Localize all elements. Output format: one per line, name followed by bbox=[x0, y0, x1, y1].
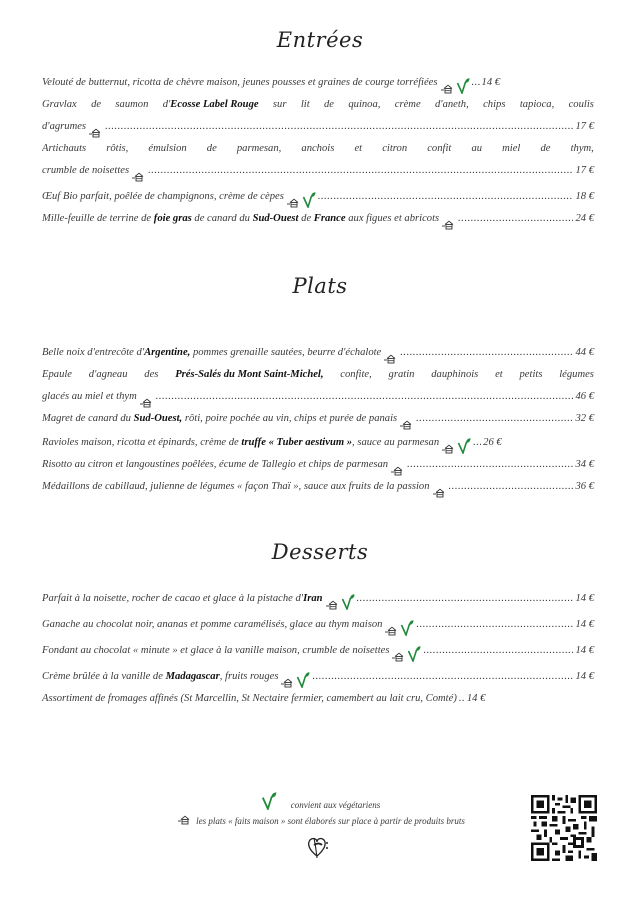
word: d'aneth, bbox=[435, 99, 469, 110]
text: Magret de canard du bbox=[42, 413, 134, 424]
item-price: 18 € bbox=[575, 191, 594, 202]
word: dauphinois bbox=[431, 369, 479, 380]
word: et bbox=[354, 143, 363, 154]
item-price: 14 € bbox=[575, 619, 594, 630]
highlight: Sud-Ouest bbox=[252, 213, 299, 224]
dot-leader bbox=[458, 208, 573, 230]
item-description bbox=[42, 588, 323, 610]
word: thym, bbox=[570, 143, 594, 154]
highlight: Sud-Ouest, bbox=[133, 413, 183, 424]
house-icon bbox=[287, 198, 299, 208]
house-icon bbox=[433, 488, 445, 498]
item-description: crumble de noisettes bbox=[42, 165, 130, 176]
menu-item bbox=[42, 584, 594, 610]
item-description bbox=[42, 432, 439, 454]
menu-item bbox=[42, 430, 594, 454]
leaf-check-icon bbox=[261, 792, 277, 810]
word: sur bbox=[272, 99, 287, 110]
item-description bbox=[42, 342, 381, 364]
entrees-list bbox=[42, 72, 594, 230]
dot-leader bbox=[105, 116, 573, 138]
word: rôtis, bbox=[106, 143, 129, 154]
section-title-desserts: Desserts bbox=[271, 540, 369, 564]
house-icon bbox=[140, 398, 152, 408]
dot-leader bbox=[459, 688, 465, 710]
house-icon bbox=[132, 172, 144, 182]
word: quinoa, bbox=[348, 99, 381, 110]
menu-item bbox=[42, 476, 594, 498]
item-description: Médaillons de cabillaud, julienne de légumes « façon Thaï », sauce aux fruits de la passion bbox=[42, 481, 430, 492]
text: , fruits rouges bbox=[219, 671, 279, 682]
dot-leader bbox=[472, 72, 480, 94]
house-icon bbox=[441, 84, 453, 94]
legend-homemade-text: les plats « faits maison » sont élaborés sur place à partir de produits bruts bbox=[196, 816, 465, 826]
menu-item bbox=[42, 72, 594, 94]
menu-item bbox=[42, 662, 594, 688]
item-description: Velouté de butternut, ricotta de chèvre maison, jeunes pousses et graines de courge torréfiées bbox=[42, 77, 438, 88]
menu-item bbox=[42, 182, 594, 208]
dot-leader bbox=[473, 432, 481, 454]
leaf-check-icon bbox=[456, 78, 470, 94]
leaf-check-icon bbox=[407, 646, 421, 662]
text: Ravioles maison, ricotta et épinards, crème de bbox=[42, 437, 242, 448]
leaf-check-icon bbox=[341, 594, 355, 610]
text: de bbox=[298, 213, 314, 224]
word: Epaule bbox=[42, 369, 73, 380]
dot-leader bbox=[148, 160, 573, 182]
item-description: d'agrumes bbox=[42, 121, 87, 132]
word: petits bbox=[519, 369, 543, 380]
menu-item bbox=[42, 408, 594, 430]
word: coulis bbox=[568, 99, 594, 110]
house-icon bbox=[391, 466, 403, 476]
leaf-check-icon bbox=[400, 620, 414, 636]
word: parmesan, bbox=[236, 143, 282, 154]
highlight: foie gras bbox=[153, 213, 192, 224]
highlight: Argentine, bbox=[144, 347, 191, 358]
menu-item-line1 bbox=[42, 364, 594, 386]
house-icon bbox=[385, 626, 397, 636]
house-icon bbox=[400, 420, 412, 430]
leaf-check-icon bbox=[302, 192, 316, 208]
text: rôti, poire pochée au vin, chips et purée de panais bbox=[182, 413, 398, 424]
word: saumon bbox=[115, 99, 149, 110]
item-description bbox=[42, 208, 439, 230]
menu-item-line2 bbox=[42, 116, 594, 138]
word: miel bbox=[502, 143, 521, 154]
section-title-plats: Plats bbox=[292, 274, 348, 298]
treble-bass-clef-heart-icon bbox=[305, 834, 335, 860]
dot-leader bbox=[318, 186, 574, 208]
text: Mille-feuille de terrine de bbox=[42, 213, 154, 224]
item-price: 32 € bbox=[575, 413, 594, 424]
item-price: 14 € bbox=[575, 671, 594, 682]
item-description: glacés au miel et thym bbox=[42, 391, 137, 402]
item-description: Fondant au chocolat « minute » et glace à la vanille maison, crumble de noisettes bbox=[42, 645, 390, 656]
house-icon bbox=[442, 220, 454, 230]
highlight: truffe « Tuber aestivum » bbox=[241, 437, 353, 448]
word: confite, bbox=[340, 369, 372, 380]
item-price: 46 € bbox=[575, 391, 594, 402]
item-price: 34 € bbox=[575, 459, 594, 470]
item-description: Ganache au chocolat noir, ananas et pomme caramélisés, glace au thym maison bbox=[42, 619, 383, 630]
dot-leader bbox=[416, 408, 573, 430]
desserts-list bbox=[42, 584, 594, 710]
item-description: Assortiment de fromages affinés (St Marcellin, St Nectaire fermier, camembert au lait cru, Comté) bbox=[42, 693, 457, 704]
section-title-entrees: Entrées bbox=[276, 28, 364, 52]
house-icon bbox=[178, 815, 190, 825]
word: crème bbox=[394, 99, 421, 110]
word: chips bbox=[483, 99, 506, 110]
word: des bbox=[144, 369, 159, 380]
dot-leader bbox=[400, 342, 573, 364]
house-icon bbox=[326, 600, 338, 610]
item-price: 17 € bbox=[575, 165, 594, 176]
item-price: 44 € bbox=[575, 347, 594, 358]
text: pommes grenaille sautées, beurre d'échalote bbox=[190, 347, 382, 358]
menu-item bbox=[42, 610, 594, 636]
menu-item bbox=[42, 688, 594, 710]
word: Gravlax bbox=[42, 99, 77, 110]
word: de bbox=[324, 99, 334, 110]
word: gratin bbox=[388, 369, 415, 380]
word: anchois bbox=[301, 143, 335, 154]
house-icon bbox=[392, 652, 404, 662]
word: Artichauts bbox=[42, 143, 87, 154]
dot-leader bbox=[156, 386, 574, 408]
menu-item bbox=[42, 636, 594, 662]
menu-item-line1 bbox=[42, 94, 594, 116]
item-description: Œuf Bio parfait, poêlée de champignons, crème de cèpes bbox=[42, 191, 284, 202]
word: lit bbox=[300, 99, 310, 110]
word: au bbox=[471, 143, 483, 154]
word: de bbox=[91, 99, 102, 110]
word: confit bbox=[427, 143, 452, 154]
text: , sauce au parmesan bbox=[352, 437, 440, 448]
highlight: France bbox=[313, 213, 346, 224]
item-description bbox=[42, 408, 397, 430]
item-price: 14 € bbox=[575, 593, 594, 604]
word: citron bbox=[382, 143, 408, 154]
text: aux figues et abricots bbox=[345, 213, 440, 224]
house-icon bbox=[89, 128, 101, 138]
item-price: 14 € bbox=[481, 77, 501, 88]
item-price: 26 € bbox=[483, 437, 502, 448]
menu-item-line1 bbox=[42, 138, 594, 160]
item-description: Risotto au citron et langoustines poêlées, écume de Tallegio et chips de parmesan bbox=[42, 459, 389, 470]
menu-item bbox=[42, 208, 594, 230]
menu-item-line2 bbox=[42, 160, 594, 182]
word: tapioca, bbox=[519, 99, 555, 110]
house-icon bbox=[384, 354, 396, 364]
word: d'agneau bbox=[88, 369, 128, 380]
dot-leader bbox=[449, 476, 574, 498]
menu-item-line2 bbox=[42, 386, 594, 408]
text: Belle noix d'entrecôte d' bbox=[42, 347, 145, 358]
text: de canard du bbox=[191, 213, 253, 224]
item-description bbox=[42, 666, 278, 688]
word: de bbox=[540, 143, 551, 154]
origin-highlight: Ecosse Label Rouge bbox=[170, 99, 259, 110]
item-price: 14 € bbox=[466, 693, 486, 704]
item-price: 36 € bbox=[575, 481, 594, 492]
item-price: 14 € bbox=[575, 645, 594, 656]
dot-leader bbox=[423, 640, 573, 662]
highlight: Madagascar bbox=[165, 671, 220, 682]
highlight: Prés-Salés du Mont Saint-Michel, bbox=[175, 369, 324, 380]
word: légumes bbox=[559, 369, 594, 380]
item-price: 17 € bbox=[575, 121, 594, 132]
leaf-check-icon bbox=[296, 672, 310, 688]
item-price: 24 € bbox=[575, 213, 594, 224]
word: d'Ecosse Label Rouge bbox=[162, 99, 259, 110]
word: et bbox=[495, 369, 503, 380]
legend-vegetarian-text: convient aux végétariens bbox=[290, 800, 381, 810]
highlight: Iran bbox=[303, 593, 323, 604]
plats-list bbox=[42, 342, 594, 498]
word: émulsion bbox=[148, 143, 187, 154]
menu-item bbox=[42, 454, 594, 476]
dot-leader bbox=[357, 588, 574, 610]
house-icon bbox=[281, 678, 293, 688]
word: de bbox=[206, 143, 217, 154]
menu-item bbox=[42, 342, 594, 364]
dot-leader bbox=[416, 614, 573, 636]
dot-leader bbox=[312, 666, 573, 688]
text: Parfait à la noisette, rocher de cacao et glace à la pistache d' bbox=[42, 593, 304, 604]
qr-code[interactable] bbox=[530, 795, 598, 861]
text: Crème brûlée à la vanille de bbox=[42, 671, 166, 682]
leaf-check-icon bbox=[457, 438, 471, 454]
dot-leader bbox=[407, 454, 573, 476]
house-icon bbox=[442, 444, 454, 454]
